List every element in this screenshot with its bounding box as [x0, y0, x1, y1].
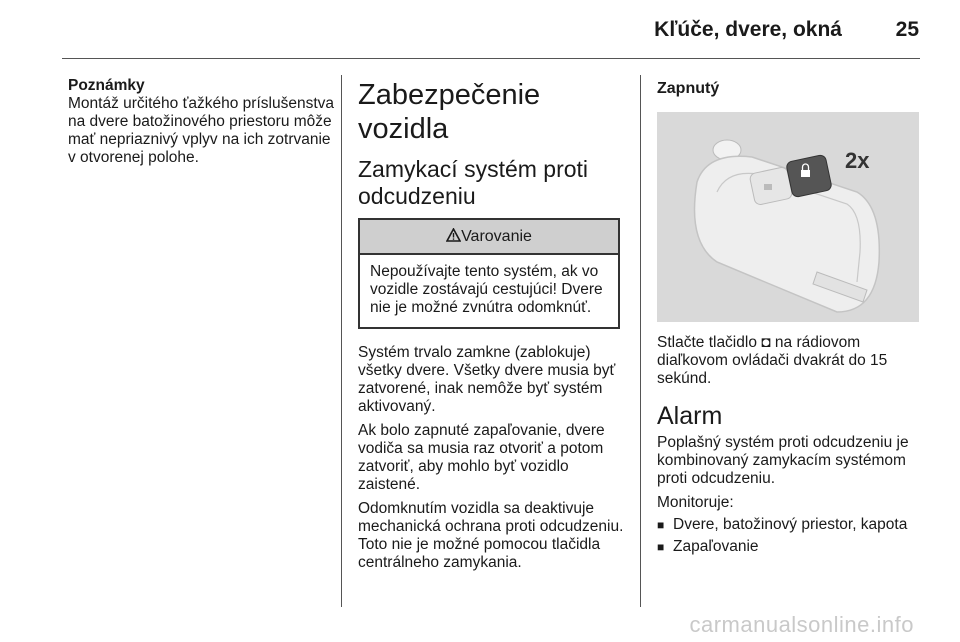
- subheading-activated: Zapnutý: [657, 80, 720, 97]
- page-header-title: Kľúče, dvere, okná: [654, 18, 842, 41]
- key-fob-icon: [657, 112, 919, 322]
- warning-box: [358, 218, 620, 329]
- middle-column: [358, 78, 624, 578]
- instruction-text: Stlačte tlačidlo ◘ na rádiovom diaľkovom ovládači dvakrát do 15 sekúnd.: [657, 334, 888, 387]
- note-text: Montáž určitého ťažkého príslušenstva na dvere batožinového priestoru môže mať nepriaznivý vplyv na ich zotrvanie v otvorenej polohe.: [68, 95, 335, 166]
- list-item: ■ Zapaľovanie: [657, 538, 923, 556]
- paragraph-3: Odomknutím vozidla sa deaktivuje mechanická ochrana proti odcudzeniu. Toto nie je možné pomocou tlačidla centrálneho zamykania.: [358, 500, 624, 571]
- monitor-list: [657, 516, 923, 556]
- column-divider-left: [341, 75, 342, 607]
- warning-text: Nepoužívajte tento systém, ak vo vozidle zostávajú cestujúci! Dvere nie je možné zvnútra odomknúť.: [370, 263, 603, 316]
- subsection-title: Zamykací systém proti odcudzeniu: [358, 156, 589, 209]
- page-number: 25: [895, 18, 919, 41]
- left-column: [68, 77, 336, 167]
- warning-label: Varovanie: [461, 228, 532, 245]
- column-divider-right: [640, 75, 641, 607]
- alarm-text: Poplašný systém proti odcudzeniu je kombinovaný zamykacím systémom proti odcudzeniu.: [657, 434, 909, 487]
- press-count-label: 2x: [845, 148, 870, 173]
- monitor-label: Monitoruje:: [657, 494, 734, 511]
- warning-header: [360, 220, 618, 255]
- right-column: [657, 78, 923, 556]
- watermark: carmanualsonline.info: [689, 612, 914, 637]
- section-title: Zabezpečenie vozidla: [358, 79, 541, 145]
- paragraph-1: Systém trvalo zamkne (zablokuje) všetky dvere. Všetky dvere musia byť zatvorené, inak nemôže byť systém aktivovaný.: [358, 344, 616, 415]
- alarm-title: Alarm: [657, 402, 723, 430]
- warning-triangle-icon: [446, 228, 461, 245]
- paragraph-2: Ak bolo zapnuté zapaľovanie, dvere vodiča sa musia raz otvoriť a potom zatvoriť, aby mohlo byť vozidlo zaistené.: [358, 422, 605, 493]
- header-rule: [62, 58, 920, 59]
- note-title: Poznámky: [68, 77, 145, 94]
- key-fob-illustration: [657, 112, 919, 322]
- list-item: ■ Dvere, batožinový priestor, kapota: [657, 516, 923, 534]
